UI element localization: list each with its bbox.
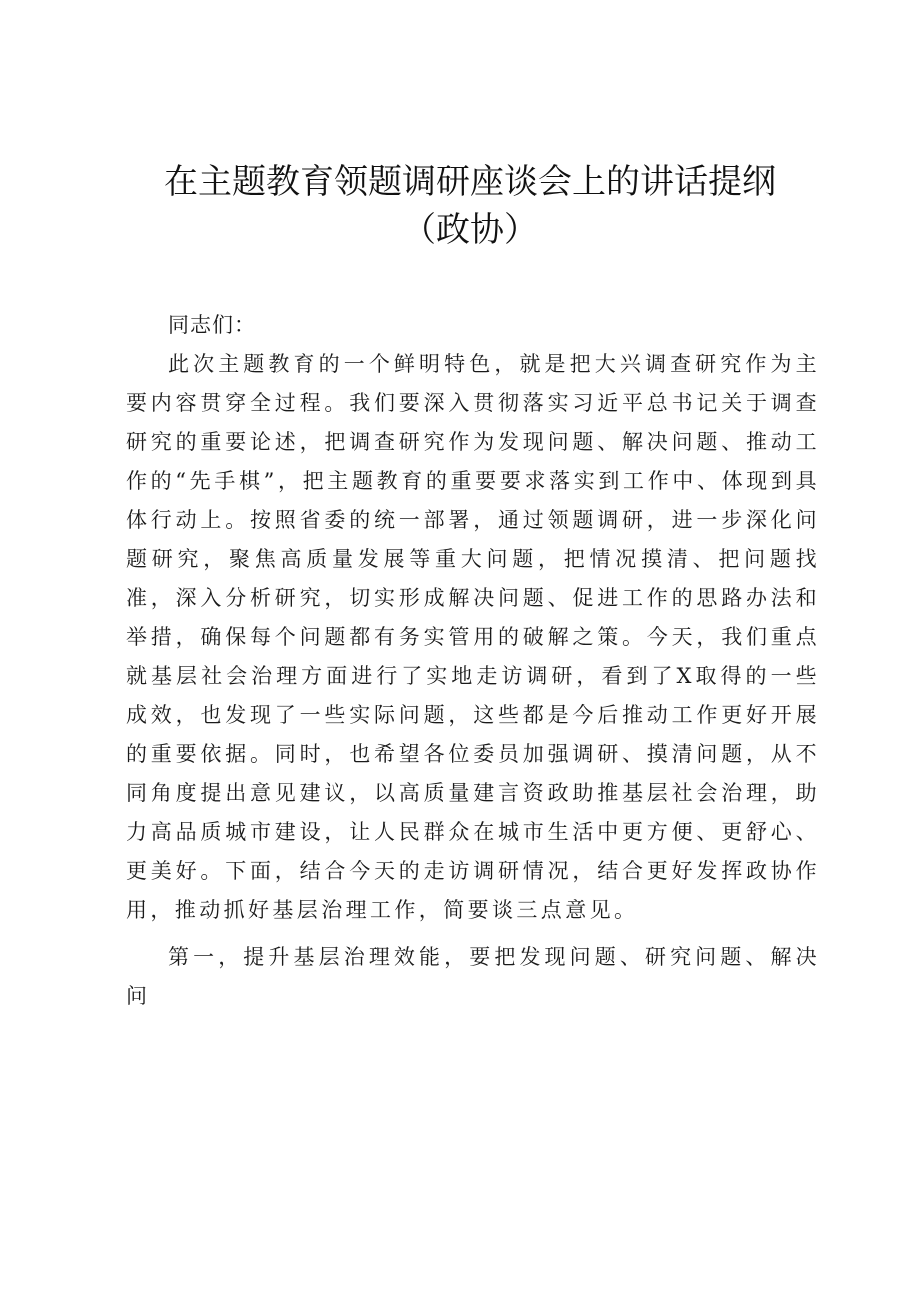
paragraph-point-one: 第一，提升基层治理效能，要把发现问题、研究问题、解决问 <box>126 945 820 1008</box>
title-line-main: 在主题教育领题调研座谈会上的讲话提纲 <box>164 162 776 202</box>
document-body <box>126 306 820 1016</box>
paragraph-intro: 此次主题教育的一个鲜明特色，就是把大兴调查研究作为主要内容贯穿全过程。我们要深入贯彻落实习近平总书记关于调查研究的重要论述，把调查研究作为发现问题、解决问题、推动工作的“先手棋”，把主题教育的重要要求落实到工作中、体现到具体行动上。按照省委的统一部署，通过领题调研，进一步深化问题研究，聚焦高质量发展等重大问题，把情况摸清、把问题找准，深入分析研究，切实形成解决问题、促进工作的思路办法和举措，确保每个问题都有务实管用的破解之策。今天，我们重点就基层社会治理方面进行了实地走访调研，看到了X取得的一些成效，也发现了一些实际问题，这些都是今后推动工作更好开展的重要依据。同时，也希望各位委员加强调研、摸清问题，从不同角度提出意见建议，以高质量建言资政助推基层社会治理，助力高品质城市建设，让人民群众在城市生活中更方便、更舒心、更美好。下面，结合今天的走访调研情况，结合更好发挥政协作用，推动抓好基层治理工作，简要谈三点意见。 <box>126 352 820 922</box>
salutation: 同志们： <box>168 313 256 337</box>
document-title <box>120 158 820 254</box>
title-line-subtitle: （政协） <box>402 210 538 250</box>
